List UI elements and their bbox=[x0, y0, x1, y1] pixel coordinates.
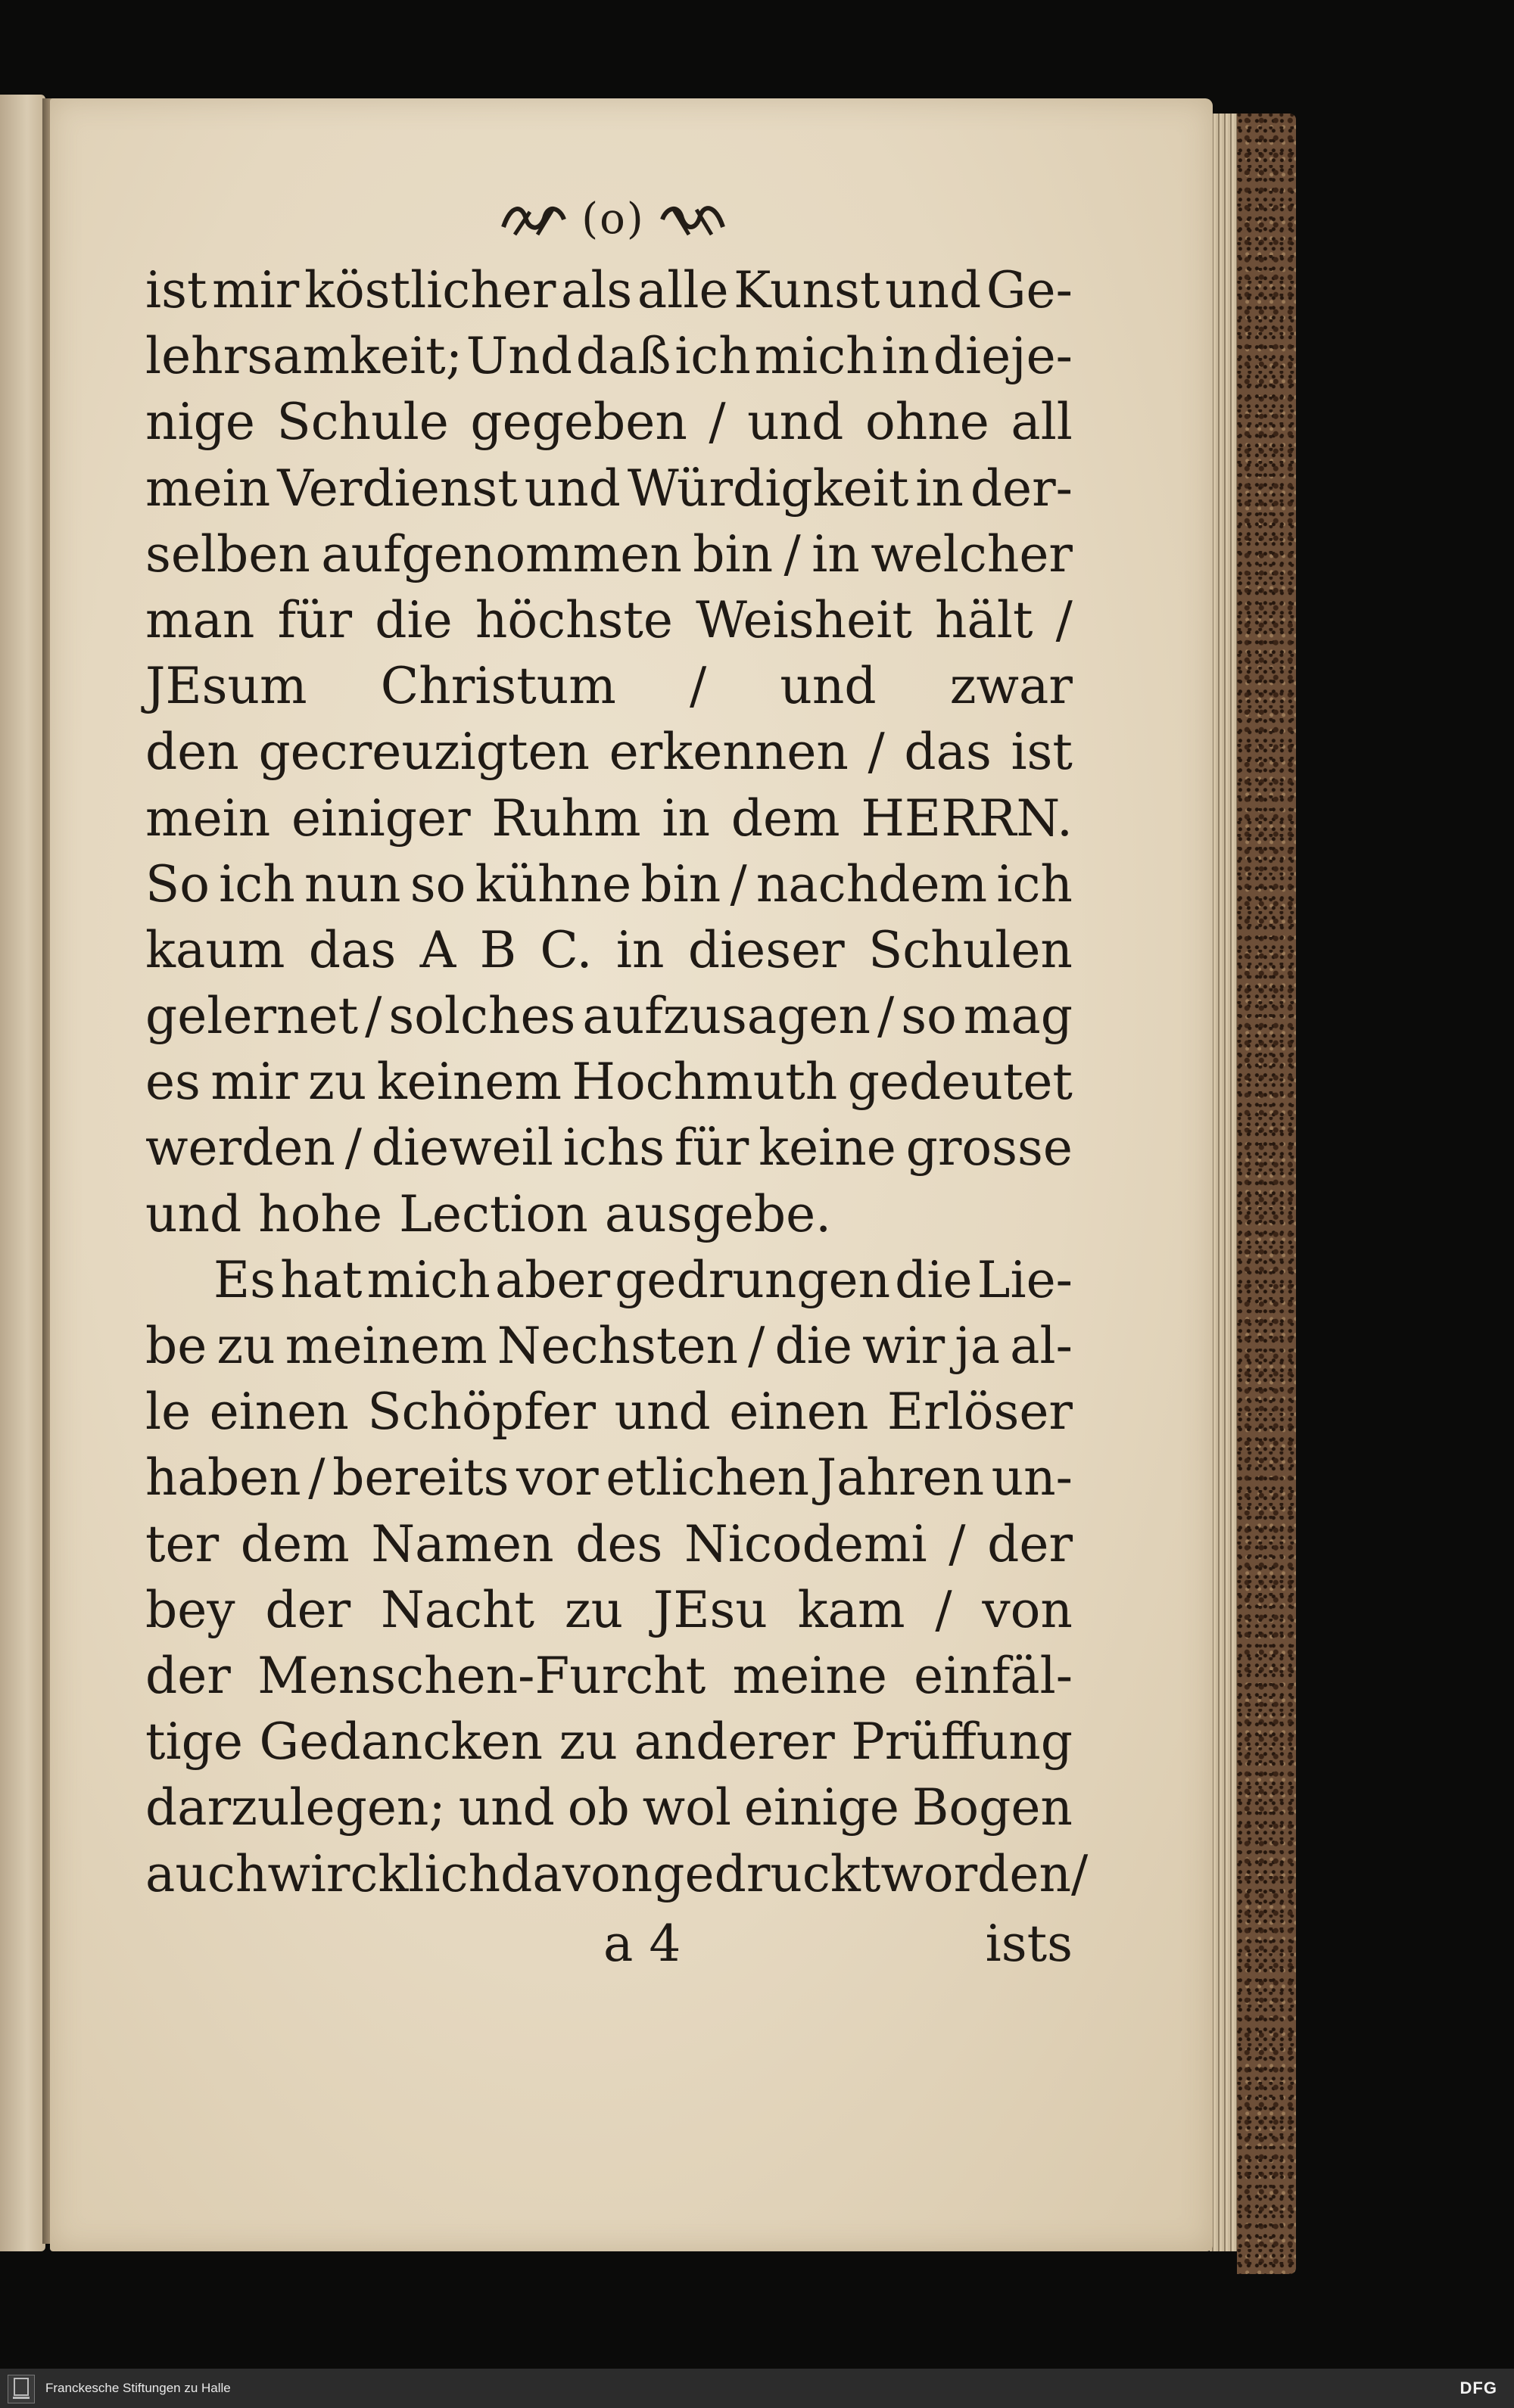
text-word: alle bbox=[637, 261, 729, 319]
text-word: hält bbox=[935, 590, 1033, 649]
text-word: Jahren bbox=[816, 1448, 985, 1507]
text-word: einen bbox=[729, 1383, 869, 1442]
text-word: Ge- bbox=[986, 261, 1073, 319]
text-word: / bbox=[748, 1317, 765, 1375]
text-word: gecreuzigten bbox=[258, 723, 590, 782]
text-word: das bbox=[308, 920, 397, 979]
text-line bbox=[145, 1247, 1073, 1313]
text-word: / bbox=[730, 854, 747, 913]
text-word: der bbox=[265, 1580, 351, 1639]
text-word: tige bbox=[145, 1713, 243, 1772]
text-word: ichs bbox=[562, 1118, 665, 1178]
text-word: nun bbox=[304, 854, 401, 913]
text-word: / bbox=[783, 524, 801, 583]
text-line bbox=[145, 1841, 1089, 1907]
text-word: keine bbox=[759, 1118, 896, 1178]
text-word: Namen bbox=[371, 1514, 554, 1573]
text-word: einige bbox=[743, 1778, 899, 1837]
text-word: mich bbox=[754, 327, 878, 386]
text-word: Bogen bbox=[911, 1778, 1073, 1837]
text-word: gelernet bbox=[145, 987, 359, 1046]
text-word: / bbox=[949, 1514, 966, 1573]
text-word: / bbox=[709, 393, 726, 452]
text-word: einfäl- bbox=[914, 1646, 1073, 1705]
text-word: werden bbox=[145, 1118, 335, 1178]
running-head bbox=[447, 189, 780, 250]
text-line bbox=[145, 1643, 1073, 1709]
text-word: den bbox=[145, 723, 239, 782]
text-line bbox=[145, 389, 1073, 455]
text-word: kam bbox=[797, 1580, 905, 1639]
text-word: / bbox=[690, 657, 707, 716]
text-word: Schule bbox=[276, 393, 449, 452]
text-word: höchste bbox=[475, 590, 673, 649]
text-word: ich bbox=[996, 854, 1073, 913]
text-word: zu bbox=[564, 1580, 624, 1639]
text-word: so bbox=[901, 987, 957, 1046]
text-word: der- bbox=[970, 459, 1073, 518]
text-line bbox=[145, 1313, 1073, 1379]
text-word: le bbox=[145, 1383, 192, 1442]
text-word: der bbox=[987, 1514, 1073, 1573]
text-word: JEsu bbox=[653, 1580, 768, 1639]
text-word: ich bbox=[674, 327, 751, 386]
text-word: Verdienst bbox=[277, 459, 518, 518]
text-word: und bbox=[884, 261, 982, 319]
text-line bbox=[145, 917, 1073, 983]
text-word: bin bbox=[693, 524, 774, 583]
text-word: ob bbox=[567, 1778, 630, 1837]
text-word: hohe bbox=[258, 1184, 383, 1243]
text-word: Hochmuth bbox=[572, 1053, 838, 1112]
text-word: davon bbox=[500, 1844, 653, 1903]
institution-name: Franckesche Stiftungen zu Halle bbox=[45, 2381, 231, 2395]
text-line bbox=[145, 719, 1073, 785]
text-word: Weisheit bbox=[696, 590, 912, 649]
text-word: dieweil bbox=[371, 1118, 553, 1178]
catchword: ists bbox=[985, 1915, 1073, 1973]
text-word: A bbox=[419, 920, 456, 979]
text-word: C. bbox=[540, 920, 593, 979]
text-word: ausgebe. bbox=[604, 1184, 832, 1243]
text-word: zu bbox=[217, 1317, 276, 1375]
text-word: / bbox=[935, 1580, 952, 1639]
text-word: dieje- bbox=[933, 327, 1073, 386]
text-word: hat bbox=[280, 1250, 363, 1309]
text-word: / bbox=[1055, 590, 1073, 649]
text-word: haben bbox=[145, 1448, 301, 1507]
text-line bbox=[145, 323, 1073, 389]
text-word: es bbox=[145, 1053, 201, 1112]
text-word: mir bbox=[212, 261, 300, 319]
text-word: in bbox=[615, 920, 665, 979]
text-word: HERRN. bbox=[861, 789, 1073, 848]
folio-mark: (o) bbox=[581, 194, 645, 244]
text-word: selben bbox=[145, 524, 310, 583]
text-word: / bbox=[877, 987, 895, 1046]
text-word: Nicodemi bbox=[684, 1514, 927, 1573]
text-word: ter bbox=[145, 1514, 220, 1573]
text-word: ja bbox=[955, 1317, 1001, 1375]
text-word: in bbox=[662, 789, 710, 848]
text-word: und bbox=[524, 459, 621, 518]
text-word: meine bbox=[732, 1646, 887, 1705]
page-block-edges bbox=[1210, 114, 1240, 2251]
text-word: anderer bbox=[634, 1713, 835, 1772]
text-word: zwar bbox=[949, 657, 1073, 716]
text-word: die bbox=[375, 590, 453, 649]
text-word: für bbox=[674, 1118, 749, 1178]
text-line bbox=[145, 587, 1073, 653]
text-word: und bbox=[747, 393, 844, 452]
text-line bbox=[145, 1511, 1073, 1577]
text-word: köstlicher bbox=[304, 261, 556, 319]
text-word: so bbox=[410, 854, 466, 913]
text-word: Nacht bbox=[380, 1580, 535, 1639]
text-word: und bbox=[145, 1184, 242, 1243]
text-word: welcher bbox=[871, 524, 1073, 583]
text-word: / bbox=[308, 1448, 326, 1507]
text-word: in bbox=[812, 524, 860, 583]
text-line bbox=[145, 1775, 1073, 1840]
text-word: mir bbox=[210, 1053, 298, 1112]
text-word: und bbox=[780, 657, 877, 716]
text-word: al- bbox=[1010, 1317, 1073, 1375]
text-word: kühne bbox=[475, 854, 632, 913]
text-word: meinem bbox=[285, 1317, 488, 1375]
text-word: Würdigkeit bbox=[627, 459, 909, 518]
text-word: aber bbox=[494, 1250, 611, 1309]
text-word: man bbox=[145, 590, 255, 649]
text-word: bin bbox=[640, 854, 721, 913]
text-word: wircklich bbox=[267, 1844, 501, 1903]
credit-bar bbox=[0, 2369, 1514, 2408]
text-word: darzulegen; bbox=[145, 1778, 446, 1837]
facing-page-edge bbox=[0, 95, 45, 2251]
text-word: / bbox=[344, 1118, 362, 1178]
text-word: der bbox=[145, 1646, 231, 1705]
text-word: mein bbox=[145, 789, 271, 848]
text-word: daß bbox=[575, 327, 671, 386]
text-word: wir bbox=[861, 1317, 945, 1375]
text-line bbox=[145, 1709, 1073, 1775]
text-line bbox=[145, 653, 1073, 719]
text-word: gedrungen bbox=[615, 1250, 891, 1309]
text-word: ich bbox=[219, 854, 295, 913]
text-line bbox=[145, 1115, 1073, 1181]
text-word: Schulen bbox=[868, 920, 1073, 979]
text-word: vor bbox=[516, 1448, 599, 1507]
text-word: all bbox=[1011, 393, 1073, 452]
text-word: zu bbox=[308, 1053, 367, 1112]
text-word: B bbox=[479, 920, 517, 979]
text-line bbox=[145, 983, 1073, 1049]
text-word: dieser bbox=[687, 920, 845, 979]
text-line bbox=[145, 257, 1073, 323]
text-word: grosse bbox=[905, 1118, 1073, 1178]
institution-seal-icon bbox=[8, 2375, 35, 2403]
text-word: einen bbox=[209, 1383, 349, 1442]
text-word: ist bbox=[1011, 723, 1073, 782]
text-line bbox=[145, 851, 1073, 917]
text-word: nachdem bbox=[755, 854, 988, 913]
text-word: Lie- bbox=[977, 1250, 1073, 1309]
text-line bbox=[145, 1445, 1073, 1510]
text-line bbox=[145, 521, 1073, 587]
text-word: die bbox=[895, 1250, 973, 1309]
text-word: / bbox=[868, 723, 885, 782]
text-word: Und bbox=[466, 327, 573, 386]
decorative-flourish-icon bbox=[659, 201, 727, 238]
signature-mark: a 4 bbox=[603, 1915, 681, 1973]
text-word: / bbox=[1070, 1844, 1089, 1903]
text-word: mich bbox=[366, 1250, 491, 1309]
text-word: Erlöser bbox=[886, 1383, 1073, 1442]
text-word: gedeutet bbox=[847, 1053, 1073, 1112]
text-word: bereits bbox=[332, 1448, 509, 1507]
text-word: un- bbox=[991, 1448, 1073, 1507]
text-word: Schöpfer bbox=[367, 1383, 597, 1442]
text-line bbox=[145, 1049, 1073, 1115]
text-word: ohne bbox=[864, 393, 989, 452]
text-word: worden bbox=[880, 1844, 1071, 1903]
text-line bbox=[145, 786, 1073, 851]
text-word: keinem bbox=[376, 1053, 562, 1112]
text-word: bey bbox=[145, 1580, 235, 1639]
text-word: mag bbox=[963, 987, 1073, 1046]
text-word: in bbox=[881, 327, 930, 386]
text-word: Lection bbox=[399, 1184, 588, 1243]
text-word: Prüffung bbox=[851, 1713, 1073, 1772]
text-word: von bbox=[982, 1580, 1073, 1639]
text-word: etlichen bbox=[606, 1448, 810, 1507]
text-word: dem bbox=[731, 789, 840, 848]
text-word: So bbox=[145, 854, 210, 913]
text-word: ist bbox=[145, 261, 207, 319]
text-word: und bbox=[614, 1383, 711, 1442]
text-line bbox=[145, 1577, 1073, 1643]
text-word: aufgenommen bbox=[321, 524, 682, 583]
text-word: als bbox=[560, 261, 633, 319]
text-word: Ruhm bbox=[491, 789, 641, 848]
page-footer bbox=[145, 1915, 1073, 1983]
text-word: / bbox=[365, 987, 382, 1046]
text-word: be bbox=[145, 1317, 207, 1375]
text-word: Christum bbox=[380, 657, 616, 716]
marbled-cover-edge bbox=[1237, 114, 1296, 2274]
text-word: erkennen bbox=[609, 723, 849, 782]
text-word: aufzusagen bbox=[582, 987, 871, 1046]
text-word: wol bbox=[642, 1778, 731, 1837]
text-word: Nechsten bbox=[497, 1317, 739, 1375]
text-line bbox=[145, 456, 1073, 521]
text-word: Gedancken bbox=[259, 1713, 543, 1772]
text-word: dem bbox=[240, 1514, 350, 1573]
dfg-logo: DFG bbox=[1459, 2378, 1497, 2397]
text-word: und bbox=[458, 1778, 555, 1837]
text-word: die bbox=[774, 1317, 852, 1375]
text-word: nige bbox=[145, 393, 255, 452]
text-word: Menschen-Furcht bbox=[257, 1646, 706, 1705]
text-line bbox=[145, 1181, 1073, 1247]
text-word: in bbox=[915, 459, 964, 518]
text-word: kaum bbox=[145, 920, 285, 979]
text-word: Kunst bbox=[734, 261, 880, 319]
text-word: solches bbox=[388, 987, 576, 1046]
text-line bbox=[145, 1379, 1073, 1445]
text-word: gedruckt bbox=[653, 1844, 881, 1903]
text-word: gegeben bbox=[470, 393, 687, 452]
text-word: mein bbox=[145, 459, 271, 518]
text-word: für bbox=[277, 590, 353, 649]
text-word: Es bbox=[213, 1250, 276, 1309]
text-word: JEsum bbox=[145, 657, 307, 716]
text-word: das bbox=[904, 723, 992, 782]
text-word: zu bbox=[559, 1713, 618, 1772]
text-word: des bbox=[575, 1514, 663, 1573]
body-text bbox=[145, 257, 1089, 1907]
text-word: auch bbox=[145, 1844, 268, 1903]
decorative-flourish-icon bbox=[500, 201, 568, 238]
text-word: lehrsamkeit; bbox=[145, 327, 463, 386]
text-word: einiger bbox=[291, 789, 471, 848]
